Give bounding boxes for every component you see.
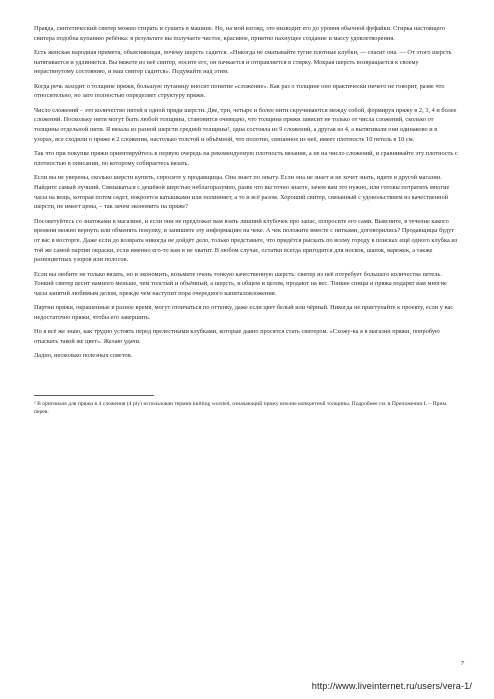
paragraph: Число сложений – это количество нитей в одной пряди шерсти. Две, три, четыре и более нити скручиваются между собой, формируя пряжу в 2, 3, 4 и более сложений. Поскольку нити могут быть любой толщины, становится очевидно, что толщина пряжи зависит не только от числа сложений, сколько от толщины отдельной нити. Я вязала из разной шерсти средней толщины², одна состояла из 9 сложений, а другая из 4, а вытягивали они одинаково и в узорах, все сходили о пряже в 2 сложения, настолько толстой и объёмной, что полотно, связанное из неё, имеет плотность 10 петель в 10 см. xyxy=(34,106,457,143)
footnote-divider xyxy=(34,395,154,396)
paragraph: Если вы не уверены, сколько шерсти купить, спросите у продавщицы. Она знает по опыту. Если она не знает и не хочет знать, идите в другой магазин. Найдите самый лучший. Связываться с дешёвой шерстью неблагоразумно, разве что вы точно знаете, зачем вам это нужно, или готовы потратить многие часы на вещь, которая потом сядет, покроется катышками или полинняет, а то и всё разом. Хороший свитер, связанный с удовольствием из качественной шерсти, не имеет цены, – так зачем экономить на пряже? xyxy=(34,174,450,211)
paragraph: Ладно, несколько полезных советов. xyxy=(34,352,133,360)
paragraph: Правда, синтетический свитер можно стирать и сушить в машине. Но, на мой взгляд, это низводит его до уровня обычной фуфайки. Стирка настоящего свитера подобна купанию ребёнка: в результате вы получаете чистое, красивое, приятно пахнущее создание и массу удовлетворения. xyxy=(34,25,446,42)
watermark-url: http://www.liveinternet.ru/users/vera-1/ xyxy=(311,681,472,691)
paragraph: Когда речь заходит о толщине пряжи, большую путаницу вносит понятие «сложение». Как раз о толщине оно практически ничего не говорит, разве что относительно, но зато полностью определяет структуру пряжи. xyxy=(34,82,445,100)
page-number: 7 xyxy=(460,660,464,667)
paragraph: Есть женская народная примета, объясняющая, почему шерсть садится. «Никогда не сматывайте тугие плотные клубки, — гласит она. — От этого шерсть натягивается и удлиняется. Вы вяжете из неё свитер, носите его, он пачкается и отправляется в стирку. Мокрая шерсть возвращается к своему нерастянутому состоянию, и ваш свитер садится». Подумайте над этим. xyxy=(34,49,452,76)
paragraph: Партии пряжи, окрашенные в разное время, могут отличаться по оттенку, даже если цвет белый или чёрный. Никогда не приступайте к проекту, если у вас недостаточно пряжи, чтобы его завершить. xyxy=(34,304,454,322)
footnote: ² В оригинале для пряжи в 4 сложения (4 ply) использован термин knitting worsted, означающий пряжу вполне конкретной толщины. Подробнее см. в Приложении I. – Прим. перев. xyxy=(34,401,448,416)
document-page xyxy=(34,24,458,417)
paragraph: Но я всё же знаю, как трудно устоять перед прелестными клубками, которые давно просятся стать свитером. «Схожу-ка я в магазин пряжи, попробую отыскать такой же цвет». Желаю удачи. xyxy=(34,328,440,346)
paragraph: Посоветуйтесь со знатоками в магазине, и если они не предложат вам взять лишний клубочек про запас, попросите его сами. Выясните, в течение какого времени можно вернуть или обменять покупку, и запишите эту информацию на чеке. А чек положите вместе с нитками, договорились? Продавщицы будут от вас в восторге. Даже если до возврата никогда не дойдёт дело, только представьте, что придётся рыскать по всему городу в поисках ещё одного клубка из той же самой партии окраски, если именно его-то вам и не хватит. В любом случае, остатки всегда пригодятся для носков, шапок, варежек, а также разноцветных узоров или полосок. xyxy=(34,217,458,264)
paragraph: Так что при покупке пряжи ориентируйтесь в первую очередь на рекомендуемую плотность вязания, а не на число сложений, и сравнивайте эту плотность с плотностью в описании, по которому собираетесь вязать. xyxy=(34,150,458,167)
paragraph: Если вы любите не только вязать, но и экономить, возьмите очень тонкую качественную шерсть: свитер из неё потребует большего количества петель. Тонкий свитер весит намного меньше, чем толстый и объёмный, а шерсть, в общем и целом, продают на вес. Тонкие спицы и пряжа подарят вам многие часы занятий любимым делом, прежде чем наступит пора очередного капиталовложения. xyxy=(34,270,447,298)
